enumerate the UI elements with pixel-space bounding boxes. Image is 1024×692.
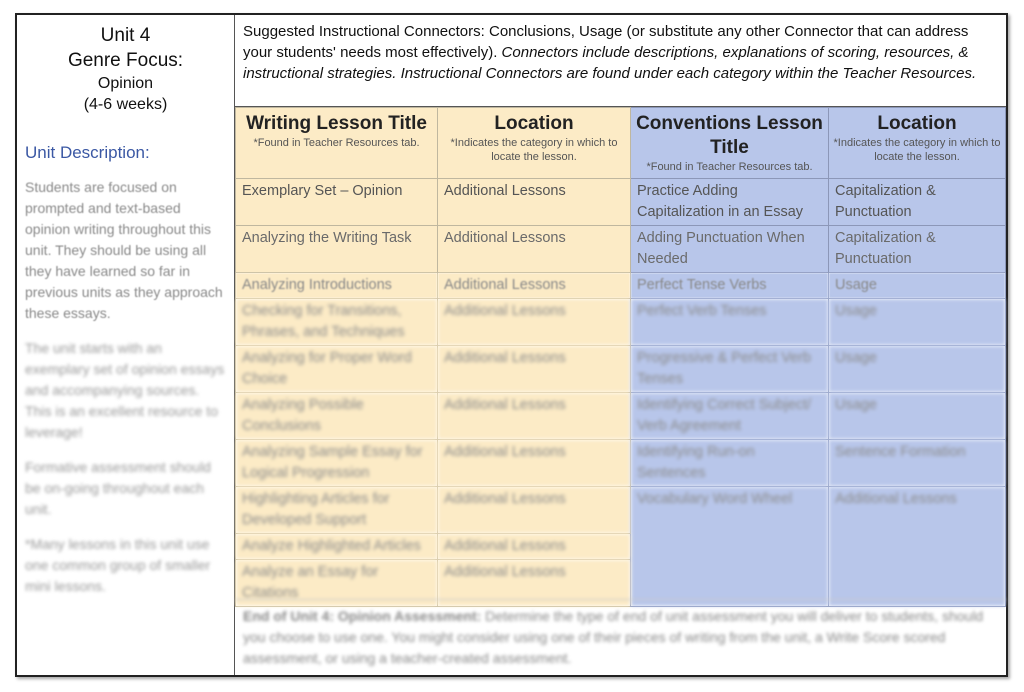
unit-description-heading: Unit Description: [25,143,150,162]
conventions-lesson: Adding Punctuation When Needed [631,226,829,273]
writing-location: Additional Lessons [438,560,631,607]
writing-location: Additional Lessons [438,346,631,393]
writing-location: Additional Lessons [438,273,631,299]
genre-name: Opinion [97,75,154,92]
unit-plan-table [15,13,1008,677]
writing-lesson: Analyzing Introductions [236,273,438,299]
writing-location-header [438,108,631,179]
conventions-lesson: Identifying Run-on Sentences [631,440,829,487]
end-of-unit-assessment [235,599,1006,675]
conventions-lesson: Progressive & Perfect Verb Tenses [631,346,829,393]
writing-lesson: Analyzing for Proper Word Choice [236,346,438,393]
writing-lesson: Highlighting Articles for Developed Support [236,487,438,534]
conventions-lesson: Perfect Tense Verbs [631,273,829,299]
conventions-location: Usage [829,346,1006,393]
connectors-note: Connectors include descriptions, explanations of scoring, resources, & instructional strategies. Instructional Connectors are found under each category within the Teacher Resources. [243,44,977,82]
conventions-lesson: Identifying Correct Subject/ Verb Agreement [631,393,829,440]
table-row [236,299,1006,346]
conventions-lesson: Vocabulary Word Wheel [631,487,829,607]
writing-location: Additional Lessons [438,487,631,534]
writing-lesson: Analyze Highlighted Articles [236,534,438,560]
table-row [236,273,1006,299]
writing-lesson: Analyze an Essay for Citations [236,560,438,607]
conventions-lesson: Practice Adding Capitalization in an Essay [631,179,829,226]
header-text: Writing Lesson Title [246,113,427,134]
conventions-location: Additional Lessons [829,487,1006,607]
unit-duration: (4-6 weeks) [83,96,168,113]
conventions-location: Usage [829,299,1006,346]
writing-lesson: Analyzing Possible Conclusions [236,393,438,440]
header-text: Conventions Lesson Title [636,113,823,158]
writing-location: Additional Lessons [438,393,631,440]
writing-location: Additional Lessons [438,299,631,346]
conventions-location: Capitalization & Punctuation [829,226,1006,273]
writing-lesson: Analyzing Sample Essay for Logical Progression [236,440,438,487]
assessment-label: End of Unit 4: Opinion Assessment: [243,608,482,624]
conventions-location: Usage [829,393,1006,440]
unit-sidebar [17,15,235,675]
table-row [236,487,1006,534]
header-text: Location [494,113,574,134]
table-row [236,440,1006,487]
writing-location: Additional Lessons [438,440,631,487]
lesson-area [235,15,1006,675]
table-row [236,346,1006,393]
header-note: *Indicates the category in which to locate the lesson. [450,137,618,163]
header-note: *Found in Teacher Resources tab. [253,137,420,149]
conventions-location-header [829,108,1006,179]
description-paragraph: *Many lessons in this unit use one common group of smaller mini lessons. [25,536,211,594]
conventions-location: Capitalization & Punctuation [829,179,1006,226]
table-row [236,179,1006,226]
table-header-row [236,108,1006,179]
header-note: *Indicates the category in which to locate the lesson. [833,137,1001,163]
table-row [236,226,1006,273]
writing-location: Additional Lessons [438,179,631,226]
conventions-location: Usage [829,273,1006,299]
writing-lesson: Analyzing the Writing Task [236,226,438,273]
description-paragraph: Formative assessment should be on-going throughout each unit. [25,459,211,517]
header-note: *Found in Teacher Resources tab. [646,161,813,173]
writing-title-header [236,108,438,179]
writing-lesson: Exemplary Set – Opinion [236,179,438,226]
header-text: Location [877,113,957,134]
connectors-label: Suggested Instructional Connectors [243,23,481,40]
unit-number: Unit 4 [100,25,151,46]
conventions-location: Sentence Formation [829,440,1006,487]
writing-location: Additional Lessons [438,534,631,560]
connectors-text: : Conclusions, Usage (or substitute any other Connector that can address your students' needs most effectively). [243,23,969,61]
writing-lesson: Checking for Transitions, Phrases, and Techniques [236,299,438,346]
instructional-connectors [235,15,1006,107]
description-paragraph: The unit starts with an exemplary set of opinion essays and accompanying sources. This is an excellent resource to leverage! [25,340,225,440]
lesson-table [235,107,1006,607]
genre-focus-label: Genre Focus: [67,50,184,71]
table-row [236,393,1006,440]
conventions-lesson: Perfect Verb Tenses [631,299,829,346]
conventions-title-header [631,108,829,179]
writing-location: Additional Lessons [438,226,631,273]
assessment-text: Determine the type of end of unit assessment you will deliver to students, should you choose to use one. You might consider using one of their pieces of writing from the unit, a Write Score scored assessment, or using a teacher-created assessment. [243,608,984,666]
description-paragraph: Students are focused on prompted and text-based opinion writing throughout this unit. They should be using all they have learned so far in previous units as they approach these essays. [25,179,223,321]
